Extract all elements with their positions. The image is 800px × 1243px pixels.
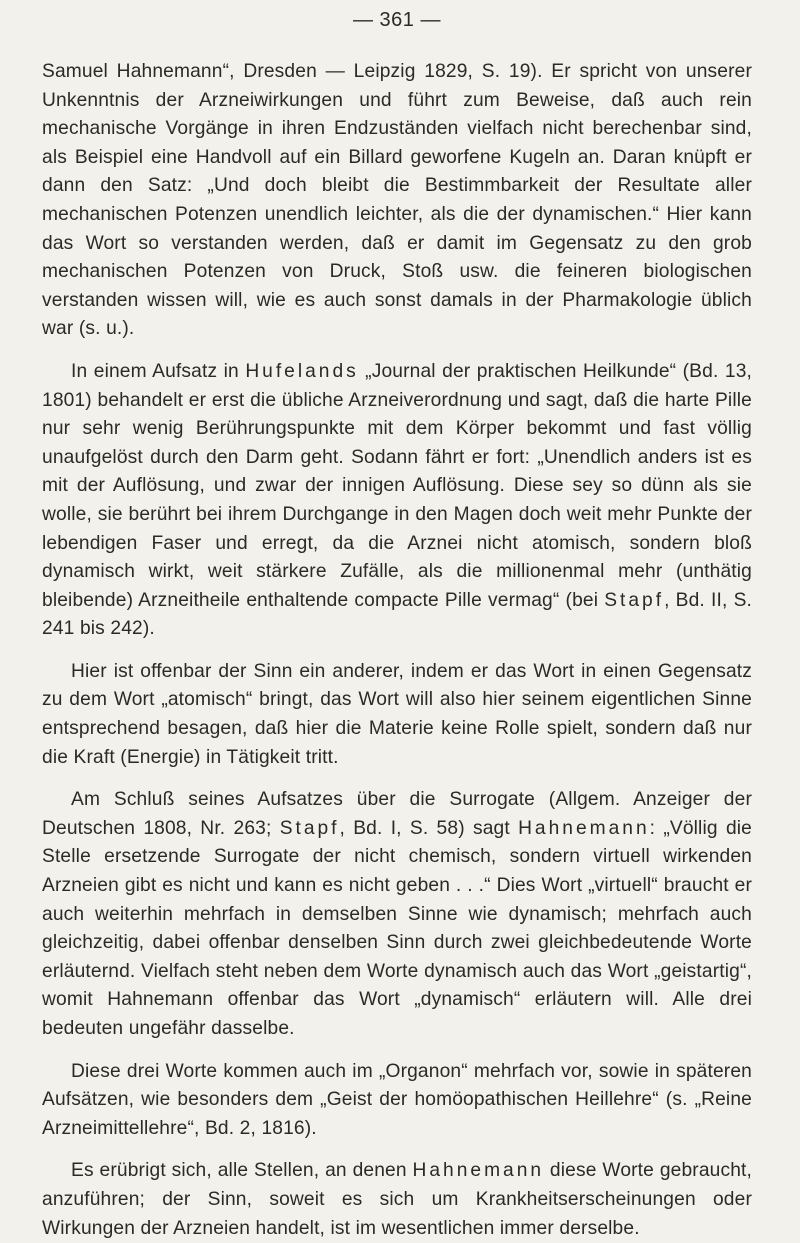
body-text <box>42 58 752 1243</box>
paragraph-text: Am Schluß seines Aufsatzes über die Surrogate (Allgem. Anzeiger der Deutschen 1808, Nr. 263; <box>42 789 752 839</box>
paragraph-5 <box>42 1058 752 1144</box>
paragraph-1 <box>42 58 752 344</box>
paragraph-2 <box>42 358 752 644</box>
paragraph-text: , Bd. I, S. 58) sagt <box>339 817 519 839</box>
spaced-name: Hahnemann <box>412 1160 545 1182</box>
spaced-name: Stapf <box>604 589 665 611</box>
paragraph-text: „Journal der praktischen Heilkunde“ (Bd. 13, 1801) behandelt er erst die übliche Arzneiverordnung und sagt, daß die harte Pille nur sehr wenig Berührungspunkte mit dem Körper bekommt und fast völlig unaufgelöst durch den Darm geht. Sodann fährt er fort: „Unendlich anders ist es mit der Auflösung, und zwar der innigen Auflösung. Diese sey so dünn als sie wolle, sie berührt bei ihrem Durchgange in den Magen doch weit mehr Punkte der lebendigen Faser und erregt, da die Arznei nicht atomisch, sondern bloß dynamisch wirkt, weit stärkere Zufälle, als die millionenmal mehr (unthätig bleibende) Arzneitheile enthaltende compacte Pille vermag“ (bei <box>42 360 752 611</box>
paragraph-text: Es erübrigt sich, alle Stellen, an denen <box>71 1160 413 1182</box>
paragraph-text: , Bd. II, S. 241 bis 242). <box>42 589 752 640</box>
spaced-name: Hahnemann <box>518 817 650 839</box>
paragraph-3 <box>42 658 752 772</box>
paragraph-text: : „Völlig die Stelle ersetzende Surrogate der nicht chemisch, sondern virtuell wirkenden Arzneien gibt es nicht und kann es nicht geben . . .“ Dies Wort „virtuell“ braucht er auch weiterhin mehrfach in demselben Sinne wie dynamisch; mehrfach auch gleichzeitig, dabei offenbar denselben Sinn durch zwei gleichbedeutende Worte erläuternd. Vielfach steht neben dem Worte dynamisch auch das Wort „geistartig“, womit Hahnemann offenbar das Wort „dynamisch“ erläutern will. Alle drei bedeuten ungefähr dasselbe. <box>42 817 752 1039</box>
paragraph-6 <box>42 1157 752 1243</box>
paragraph-4 <box>42 786 752 1043</box>
paragraph-text: Samuel Hahnemann“, Dresden — Leipzig 1829, S. 19). Er spricht von unserer Unkenntnis der Arzneiwirkungen und führt zum Beweise, daß auch rein mechanische Vorgänge in ihren Endzuständen vielfach nicht berechenbar sind, als Beispiel eine Handvoll auf ein Billard geworfene Kugeln an. Daran knüpft er dann den Satz: „Und doch bleibt die Bestimmbarkeit der Resultate aller mechanischen Potenzen unendlich leichter, als die der dynamischen.“ Hier kann das Wort so verstanden werden, daß er damit im Gegensatz zu den grob mechanischen Potenzen von Druck, Stoß usw. die feineren biologischen verstanden wissen will, wie es auch sonst damals in der Pharmakologie üblich war (s. u.). <box>42 61 752 340</box>
paragraph-text: diese Worte gebraucht, anzuführen; der Sinn, soweit es sich um Krankheitserscheinungen oder Wirkungen der Arzneien handelt, ist im wesentlichen immer derselbe. <box>42 1160 753 1239</box>
page-number: — 361 — <box>353 9 441 31</box>
spaced-name: Hufelands <box>245 360 359 382</box>
paragraph-text: In einem Aufsatz in <box>71 360 246 382</box>
spaced-name: Stapf <box>279 817 340 839</box>
paragraph-text: Diese drei Worte kommen auch im „Organon“ mehrfach vor, sowie in späteren Aufsätzen, wie besonders dem „Geist der homöopathischen Heillehre“ (s. „Reine Arzneimittellehre“, Bd. 2, 1816). <box>42 1060 752 1139</box>
paragraph-text: Hier ist offenbar der Sinn ein anderer, indem er das Wort in einen Gegensatz zu dem Wort „atomisch“ bringt, das Wort will also hier seinem eigentlichen Sinne entsprechend besagen, daß hier die Materie keine Rolle spielt, sondern daß nur die Kraft (Energie) in Tätigkeit tritt. <box>42 660 752 768</box>
